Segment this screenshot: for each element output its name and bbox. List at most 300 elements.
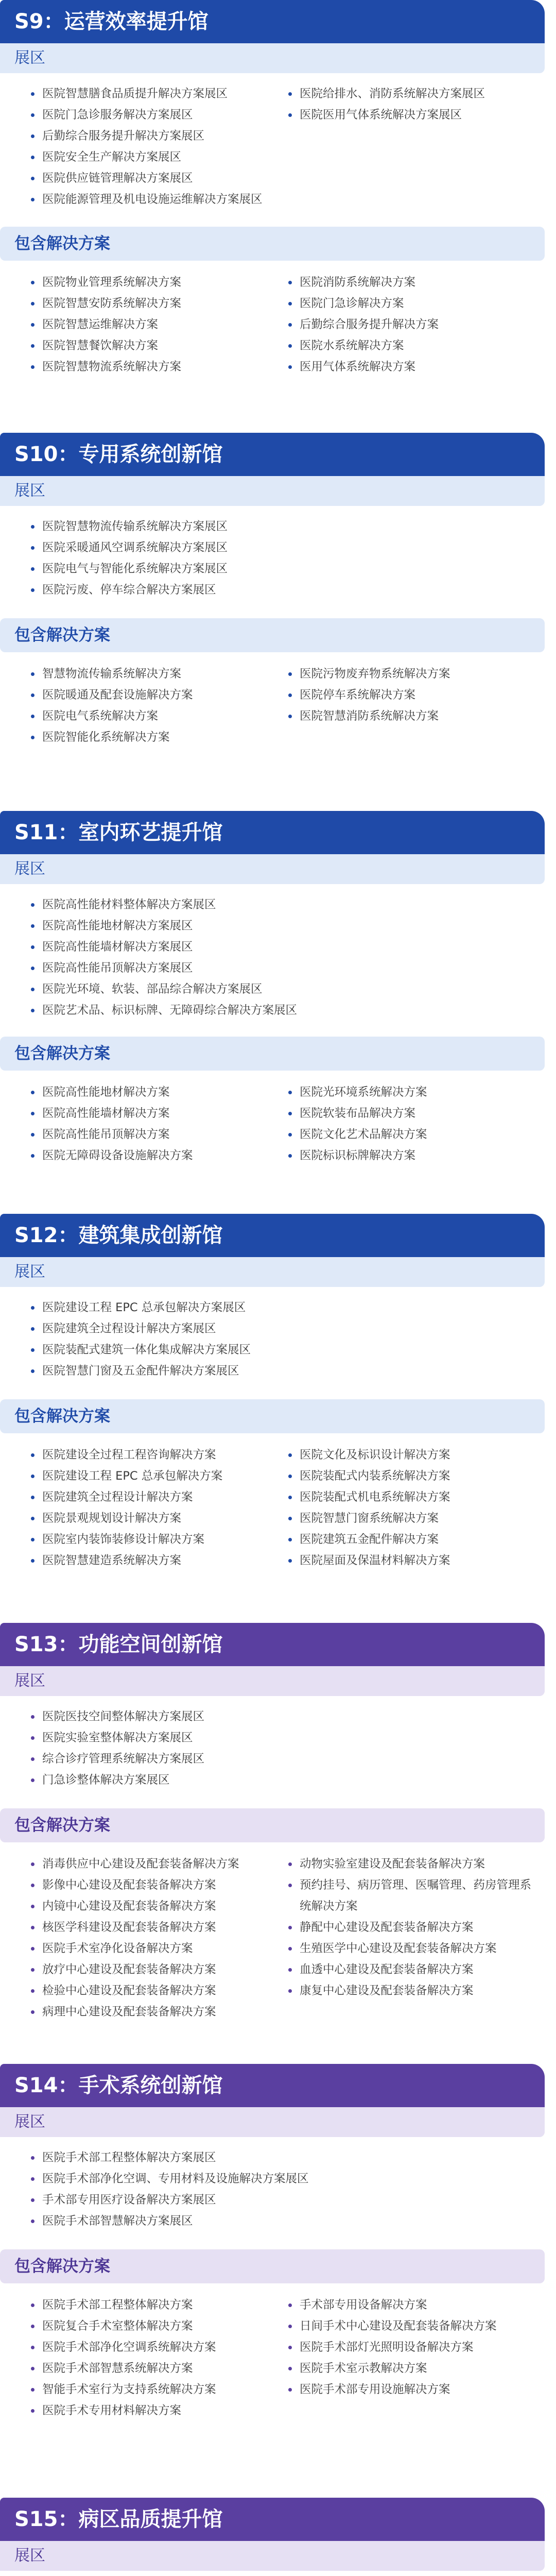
list-item bbox=[300, 1508, 450, 1529]
bullet-icon bbox=[288, 1517, 292, 1520]
pkg-col2-list bbox=[300, 2295, 497, 2400]
zone-col1-list bbox=[42, 894, 297, 1021]
list-item bbox=[42, 1508, 222, 1529]
hall-title: S13：功能空间创新馆 bbox=[0, 1623, 545, 1666]
list-item-label: 医院智慧建造系统解决方案 bbox=[42, 1554, 182, 1567]
zone-label: 展区 bbox=[0, 476, 545, 506]
list-item-label: 医院消防系统解决方案 bbox=[300, 276, 416, 289]
list-item bbox=[42, 357, 181, 378]
bullet-icon bbox=[31, 1757, 34, 1761]
list-item-label: 康复中心建设及配套装备解决方案 bbox=[300, 1984, 474, 1997]
list-item bbox=[42, 2190, 309, 2211]
bullet-icon bbox=[288, 365, 292, 369]
hall-title: S9：运营效率提升馆 bbox=[0, 0, 545, 43]
list-item-label: 医院手术部灯光照明设备解决方案 bbox=[300, 2341, 474, 2354]
bullet-icon bbox=[31, 2156, 34, 2160]
list-item bbox=[42, 1318, 251, 1340]
list-item-label: 医院智慧门窗系统解决方案 bbox=[300, 1512, 439, 1525]
list-item-label: 医院建设全过程工程咨询解决方案 bbox=[42, 1448, 216, 1462]
bullet-icon bbox=[288, 693, 292, 697]
list-item-label: 医院暖通及配套设施解决方案 bbox=[42, 688, 193, 702]
bullet-icon bbox=[31, 1348, 34, 1352]
list-item-label: 医院智慧门窗及五金配件解决方案展区 bbox=[42, 1364, 239, 1378]
list-item bbox=[42, 1487, 222, 1508]
list-item bbox=[42, 894, 297, 916]
list-item-label: 后勤综合服务提升解决方案 bbox=[300, 318, 439, 331]
list-item bbox=[300, 2295, 497, 2316]
list-item bbox=[42, 1770, 204, 1791]
list-item-label: 医院建筑五金配件解决方案 bbox=[300, 1533, 439, 1546]
hall-title: S11：室内环艺提升馆 bbox=[0, 811, 545, 854]
bullet-icon bbox=[288, 1538, 292, 1541]
bullet-icon bbox=[288, 1133, 292, 1137]
list-item bbox=[300, 1487, 450, 1508]
bullet-icon bbox=[288, 1968, 292, 1972]
zone-label: 展区 bbox=[0, 1666, 545, 1696]
pkg-col1-list bbox=[42, 1854, 239, 2023]
list-item-label: 医院医技空间整体解决方案展区 bbox=[42, 1710, 205, 1723]
list-item bbox=[42, 2358, 216, 2379]
list-item-label: 血透中心建设及配套装备解决方案 bbox=[300, 1963, 474, 1976]
pkg-col1-list bbox=[42, 272, 181, 378]
bullet-icon bbox=[31, 1496, 34, 1499]
list-item-label: 医院高性能地材解决方案 bbox=[42, 1086, 170, 1099]
list-item bbox=[42, 1938, 239, 1959]
list-item bbox=[300, 1103, 427, 1124]
bullet-icon bbox=[31, 302, 34, 306]
list-item bbox=[300, 706, 450, 727]
bullet-icon bbox=[288, 1947, 292, 1951]
list-item-label: 医院复合手术室整体解决方案 bbox=[42, 2319, 193, 2333]
list-item bbox=[42, 1706, 204, 1727]
list-item bbox=[300, 105, 485, 126]
list-item-label: 手术部专用医疗设备解决方案展区 bbox=[42, 2193, 216, 2207]
bullet-icon bbox=[288, 92, 292, 96]
bullet-icon bbox=[31, 2346, 34, 2349]
bullet-icon bbox=[288, 344, 292, 348]
list-item bbox=[42, 147, 263, 168]
list-item bbox=[42, 1361, 251, 1382]
list-item-label: 后勤综合服务提升解决方案展区 bbox=[42, 129, 205, 143]
list-item bbox=[42, 937, 297, 958]
list-item-label: 放疗中心建设及配套装备解决方案 bbox=[42, 1963, 216, 1976]
list-item-label: 医院污物废弃物系统解决方案 bbox=[300, 667, 450, 681]
list-item bbox=[300, 1938, 531, 1959]
bullet-icon bbox=[31, 1736, 34, 1740]
list-item-label: 核医学科建设及配套装备解决方案 bbox=[42, 1921, 216, 1934]
package-label: 包含解决方案 bbox=[0, 1808, 545, 1842]
bullet-icon bbox=[288, 672, 292, 676]
list-item-label: 医院能源管理及机电设施运维解决方案展区 bbox=[42, 193, 263, 206]
bullet-icon bbox=[288, 2367, 292, 2370]
list-item bbox=[42, 537, 228, 558]
list-item-label: 智能手术室行为支持系统解决方案 bbox=[42, 2383, 216, 2396]
list-item bbox=[42, 1466, 222, 1487]
list-item bbox=[42, 2400, 216, 2421]
list-item bbox=[42, 293, 181, 314]
list-item bbox=[42, 1917, 239, 1938]
bullet-icon bbox=[31, 1009, 34, 1012]
list-item-label: 医院手术部专用设施解决方案 bbox=[300, 2383, 450, 2396]
list-item bbox=[300, 293, 439, 314]
bullet-icon bbox=[31, 2198, 34, 2202]
bullet-icon bbox=[31, 1989, 34, 1993]
list-item bbox=[300, 1145, 427, 1166]
list-item-label: 医院建筑全过程设计解决方案 bbox=[42, 1490, 193, 1504]
bullet-icon bbox=[31, 1517, 34, 1520]
bullet-icon bbox=[288, 1453, 292, 1457]
bullet-icon bbox=[31, 344, 34, 348]
zone-label: 展区 bbox=[0, 43, 545, 73]
list-item bbox=[42, 189, 263, 210]
bullet-icon bbox=[31, 1884, 34, 1887]
list-item-label: 静配中心建设及配套装备解决方案 bbox=[300, 1921, 474, 1934]
bullet-icon bbox=[288, 113, 292, 117]
bullet-icon bbox=[31, 92, 34, 96]
list-item bbox=[300, 335, 439, 357]
bullet-icon bbox=[31, 1453, 34, 1457]
list-item-label: 检验中心建设及配套装备解决方案 bbox=[42, 1984, 216, 1997]
package-label: 包含解决方案 bbox=[0, 1399, 545, 1433]
list-item bbox=[300, 1854, 531, 1875]
list-item bbox=[42, 1340, 251, 1361]
list-item bbox=[300, 2358, 497, 2379]
list-item-label: 消毒供应中心建设及配套装备解决方案 bbox=[42, 1857, 239, 1871]
hall-section bbox=[0, 433, 556, 824]
list-item bbox=[42, 979, 297, 1000]
list-item-label: 医院手术部工程整体解决方案展区 bbox=[42, 2151, 216, 2164]
list-item bbox=[42, 2002, 239, 2023]
list-item-label: 医院景观规划设计解决方案 bbox=[42, 1512, 182, 1525]
list-item-label: 医院污废、停车综合解决方案展区 bbox=[42, 583, 216, 597]
bullet-icon bbox=[31, 525, 34, 529]
bullet-icon bbox=[31, 1538, 34, 1541]
bullet-icon bbox=[31, 1968, 34, 1972]
bullet-icon bbox=[31, 177, 34, 180]
list-item-label: 医院手术专用材料解决方案 bbox=[42, 2404, 182, 2417]
list-item bbox=[42, 1727, 204, 1749]
bullet-icon bbox=[31, 134, 34, 138]
list-item-label: 医院电气与智能化系统解决方案展区 bbox=[42, 562, 228, 575]
package-label: 包含解决方案 bbox=[0, 227, 545, 261]
list-item-label: 医院高性能材料整体解决方案展区 bbox=[42, 898, 216, 911]
bullet-icon bbox=[288, 1112, 292, 1115]
list-item-label: 医院智能化系统解决方案 bbox=[42, 731, 170, 744]
zone-col1-list bbox=[42, 83, 263, 210]
list-item-label: 医院供应链管理解决方案展区 bbox=[42, 172, 193, 185]
zone-label: 展区 bbox=[0, 2107, 545, 2137]
pkg-col2-list bbox=[300, 664, 450, 727]
list-item-label: 医院无障碍设备设施解决方案 bbox=[42, 1149, 193, 1162]
bullet-icon bbox=[31, 2010, 34, 2014]
bullet-icon bbox=[31, 967, 34, 970]
zone-col1-list bbox=[42, 1297, 251, 1382]
bullet-icon bbox=[288, 2303, 292, 2307]
list-item-label: 医院手术部智慧解决方案展区 bbox=[42, 2214, 193, 2228]
package-label: 包含解决方案 bbox=[0, 1037, 545, 1071]
list-item-label: 医院高性能地材解决方案展区 bbox=[42, 919, 193, 933]
bullet-icon bbox=[31, 1905, 34, 1908]
list-item bbox=[42, 1550, 222, 1571]
zone-col1-list bbox=[42, 2147, 309, 2232]
list-item bbox=[42, 2316, 216, 2337]
bullet-icon bbox=[31, 2325, 34, 2328]
hall-section bbox=[0, 811, 556, 1202]
list-item-label: 医院光环境、软装、部品综合解决方案展区 bbox=[42, 982, 263, 996]
bullet-icon bbox=[31, 1475, 34, 1478]
bullet-icon bbox=[31, 323, 34, 327]
list-item-label: 医院高性能墙材解决方案展区 bbox=[42, 940, 193, 954]
list-item-label: 医院智慧膳食品质提升解决方案展区 bbox=[42, 87, 228, 100]
list-item bbox=[42, 1529, 222, 1550]
list-item bbox=[42, 2337, 216, 2358]
list-item bbox=[42, 958, 297, 979]
list-item-label: 影像中心建设及配套装备解决方案 bbox=[42, 1878, 216, 1892]
list-item bbox=[42, 1103, 193, 1124]
bullet-icon bbox=[31, 1926, 34, 1929]
list-item-label: 医院高性能墙材解决方案 bbox=[42, 1107, 170, 1120]
list-item bbox=[42, 1854, 239, 1875]
bullet-icon bbox=[31, 588, 34, 592]
list-item bbox=[300, 685, 450, 706]
zone-label: 展区 bbox=[0, 854, 545, 884]
list-item bbox=[300, 2379, 497, 2400]
list-item-label: 医院采暖通风空调系统解决方案展区 bbox=[42, 541, 228, 554]
bullet-icon bbox=[31, 156, 34, 159]
hall-section bbox=[0, 1623, 556, 2019]
pkg-col2-list bbox=[300, 1854, 531, 2002]
list-item bbox=[42, 2211, 309, 2232]
list-item bbox=[42, 664, 193, 685]
list-item bbox=[300, 1124, 427, 1145]
list-item-label: 医院门急诊解决方案 bbox=[300, 297, 404, 310]
list-item-label: 医院艺术品、标识标牌、无障碍综合解决方案展区 bbox=[42, 1004, 298, 1017]
list-item-label: 医院文化艺术品解决方案 bbox=[300, 1128, 427, 1141]
list-item-label: 手术部专用设备解决方案 bbox=[300, 2298, 427, 2312]
list-item-label: 医院物业管理系统解决方案 bbox=[42, 276, 182, 289]
list-item-label: 医院建设工程 EPC 总承包解决方案展区 bbox=[42, 1301, 246, 1314]
list-item-label: 医院软装布品解决方案 bbox=[300, 1107, 416, 1120]
list-item bbox=[42, 1959, 239, 1980]
list-item bbox=[300, 1959, 531, 1980]
list-item bbox=[42, 335, 181, 357]
list-item bbox=[300, 1875, 531, 1917]
bullet-icon bbox=[288, 1475, 292, 1478]
bullet-icon bbox=[31, 1154, 34, 1158]
list-item bbox=[300, 1466, 450, 1487]
list-item-label: 医院智慧物流系统解决方案 bbox=[42, 360, 182, 374]
list-item-label: 医院智慧安防系统解决方案 bbox=[42, 297, 182, 310]
list-item bbox=[42, 1980, 239, 2002]
bullet-icon bbox=[288, 1091, 292, 1094]
zone-col1-list bbox=[42, 1706, 204, 1791]
bullet-icon bbox=[31, 1112, 34, 1115]
bullet-icon bbox=[288, 302, 292, 306]
bullet-icon bbox=[31, 672, 34, 676]
list-item-label: 内镜中心建设及配套装备解决方案 bbox=[42, 1900, 216, 1913]
list-item-label: 医院光环境系统解决方案 bbox=[300, 1086, 427, 1099]
list-item-label: 医院手术室示教解决方案 bbox=[300, 2362, 427, 2375]
list-item-label: 医院手术室净化设备解决方案 bbox=[42, 1942, 193, 1955]
bullet-icon bbox=[31, 2409, 34, 2413]
list-item bbox=[42, 272, 181, 293]
pkg-col2-list bbox=[300, 1445, 450, 1571]
list-item bbox=[42, 2147, 309, 2168]
bullet-icon bbox=[31, 924, 34, 928]
hall-title: S12：建筑集成创新馆 bbox=[0, 1214, 545, 1257]
list-item-label: 医院给排水、消防系统解决方案展区 bbox=[300, 87, 485, 100]
list-item-label: 医院高性能吊顶解决方案 bbox=[42, 1128, 170, 1141]
bullet-icon bbox=[31, 2177, 34, 2181]
list-item-label: 医院实验室整体解决方案展区 bbox=[42, 1731, 193, 1744]
bullet-icon bbox=[31, 1559, 34, 1563]
package-label: 包含解决方案 bbox=[0, 2249, 545, 2283]
list-item bbox=[42, 314, 181, 335]
list-item bbox=[42, 685, 193, 706]
bullet-icon bbox=[31, 365, 34, 369]
bullet-icon bbox=[31, 2219, 34, 2223]
list-item bbox=[42, 1896, 239, 1917]
bullet-icon bbox=[288, 1559, 292, 1563]
bullet-icon bbox=[31, 1091, 34, 1094]
bullet-icon bbox=[31, 1778, 34, 1782]
bullet-icon bbox=[288, 715, 292, 718]
list-item-label: 医院手术部净化空调系统解决方案 bbox=[42, 2341, 216, 2354]
list-item-label: 医院室内装饰装修设计解决方案 bbox=[42, 1533, 205, 1546]
hall-section bbox=[0, 0, 556, 392]
hall-title: S14：手术系统创新馆 bbox=[0, 2064, 545, 2107]
list-item bbox=[300, 1980, 531, 2002]
list-item-label: 医院装配式内装系统解决方案 bbox=[300, 1469, 450, 1483]
list-item bbox=[42, 1445, 222, 1466]
list-item-label: 医院水系统解决方案 bbox=[300, 339, 404, 352]
bullet-icon bbox=[31, 1947, 34, 1951]
list-item bbox=[300, 314, 439, 335]
bullet-icon bbox=[31, 567, 34, 571]
list-item bbox=[42, 1145, 193, 1166]
bullet-icon bbox=[31, 546, 34, 550]
pkg-col1-list bbox=[42, 664, 193, 748]
list-item-label: 医院屋面及保温材料解决方案 bbox=[300, 1554, 450, 1567]
pkg-col1-list bbox=[42, 1082, 193, 1166]
bullet-icon bbox=[288, 2388, 292, 2392]
pkg-col2-list bbox=[300, 272, 439, 378]
list-item-label: 智慧物流传输系统解决方案 bbox=[42, 667, 182, 681]
list-item-label: 医院门急诊服务解决方案展区 bbox=[42, 108, 193, 122]
list-item bbox=[42, 558, 228, 580]
bullet-icon bbox=[31, 945, 34, 949]
list-item bbox=[42, 1124, 193, 1145]
bullet-icon bbox=[288, 281, 292, 284]
list-item-label: 医院智慧餐饮解决方案 bbox=[42, 339, 159, 352]
pkg-col2-list bbox=[300, 1082, 427, 1166]
list-item-label: 综合诊疗管理系统解决方案展区 bbox=[42, 1752, 205, 1766]
list-item bbox=[42, 1749, 204, 1770]
bullet-icon bbox=[31, 693, 34, 697]
bullet-icon bbox=[31, 281, 34, 284]
bullet-icon bbox=[31, 2388, 34, 2392]
list-item bbox=[42, 727, 193, 748]
list-item-label: 医院标识标牌解决方案 bbox=[300, 1149, 416, 1162]
zone-label: 展区 bbox=[0, 1257, 545, 1287]
list-item-label: 病理中心建设及配套装备解决方案 bbox=[42, 2005, 216, 2019]
list-item-label: 医院建筑全过程设计解决方案展区 bbox=[42, 1322, 216, 1335]
list-item bbox=[300, 2316, 497, 2337]
list-item-label: 医院医用气体系统解决方案展区 bbox=[300, 108, 462, 122]
bullet-icon bbox=[31, 1133, 34, 1137]
list-item-label: 预约挂号、病历管理、医嘱管理、药房管理系统解决方案 bbox=[300, 1878, 532, 1913]
bullet-icon bbox=[31, 1369, 34, 1373]
list-item bbox=[300, 1550, 450, 1571]
bullet-icon bbox=[31, 1862, 34, 1866]
package-label: 包含解决方案 bbox=[0, 618, 545, 652]
list-item-label: 医院电气系统解决方案 bbox=[42, 709, 159, 723]
bullet-icon bbox=[288, 1862, 292, 1866]
zone-col2-list bbox=[300, 83, 485, 126]
list-item bbox=[42, 168, 263, 189]
list-item bbox=[300, 357, 439, 378]
bullet-icon bbox=[288, 1496, 292, 1499]
hall-section bbox=[0, 2498, 556, 2576]
bullet-icon bbox=[288, 1154, 292, 1158]
list-item-label: 门急诊整体解决方案展区 bbox=[42, 1773, 170, 1787]
list-item-label: 动物实验室建设及配套装备解决方案 bbox=[300, 1857, 485, 1871]
bullet-icon bbox=[31, 2303, 34, 2307]
list-item bbox=[42, 916, 297, 937]
list-item bbox=[42, 1000, 297, 1021]
bullet-icon bbox=[31, 1327, 34, 1331]
list-item-label: 医院装配式机电系统解决方案 bbox=[300, 1490, 450, 1504]
list-item bbox=[42, 2295, 216, 2316]
list-item-label: 医院停车系统解决方案 bbox=[300, 688, 416, 702]
list-item bbox=[42, 580, 228, 601]
bullet-icon bbox=[31, 988, 34, 991]
list-item-label: 医院智慧物流传输系统解决方案展区 bbox=[42, 520, 228, 533]
bullet-icon bbox=[31, 198, 34, 201]
list-item bbox=[300, 664, 450, 685]
zone-col1-list bbox=[42, 516, 228, 601]
bullet-icon bbox=[31, 715, 34, 718]
bullet-icon bbox=[288, 1989, 292, 1993]
pkg-col1-list bbox=[42, 2295, 216, 2421]
list-item-label: 医院装配式建筑一体化集成解决方案展区 bbox=[42, 1343, 251, 1357]
list-item-label: 医院手术部净化空调、专用材料及设施解决方案展区 bbox=[42, 2172, 309, 2185]
list-item-label: 医院文化及标识设计解决方案 bbox=[300, 1448, 450, 1462]
list-item bbox=[300, 1082, 427, 1103]
hall-title: S15：病区品质提升馆 bbox=[0, 2498, 545, 2541]
bullet-icon bbox=[31, 2367, 34, 2370]
list-item bbox=[300, 1445, 450, 1466]
list-item bbox=[42, 83, 263, 105]
list-item bbox=[42, 1875, 239, 1896]
bullet-icon bbox=[31, 903, 34, 907]
bullet-icon bbox=[288, 2346, 292, 2349]
list-item bbox=[42, 2379, 216, 2400]
bullet-icon bbox=[31, 1715, 34, 1719]
list-item bbox=[42, 706, 193, 727]
pkg-col1-list bbox=[42, 1445, 222, 1571]
hall-title: S10：专用系统创新馆 bbox=[0, 433, 545, 476]
bullet-icon bbox=[31, 1306, 34, 1310]
list-item bbox=[300, 1529, 450, 1550]
bullet-icon bbox=[288, 323, 292, 327]
hall-section bbox=[0, 1214, 556, 1605]
bullet-icon bbox=[31, 736, 34, 739]
list-item bbox=[300, 2337, 497, 2358]
list-item bbox=[42, 105, 263, 126]
bullet-icon bbox=[288, 1884, 292, 1887]
list-item-label: 医院手术部工程整体解决方案 bbox=[42, 2298, 193, 2312]
